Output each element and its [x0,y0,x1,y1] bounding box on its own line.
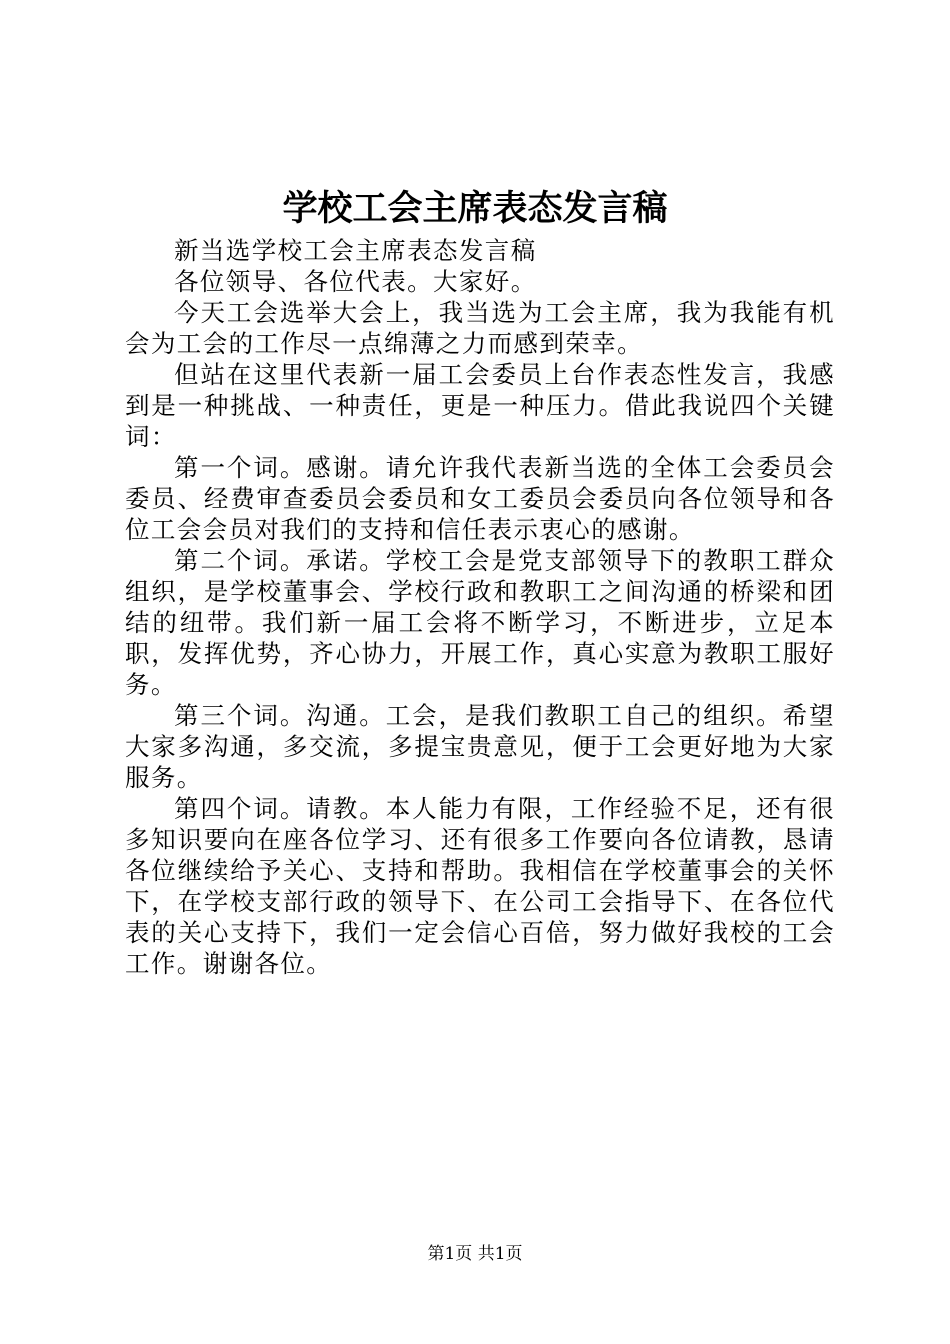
paragraph-keyword-promise: 第二个词。承诺。学校工会是党支部领导下的教职工群众组织，是学校董事会、学校行政和教职工之间沟通的桥梁和团结的纽带。我们新一届工会将不断学习，不断进步，立足本职，发挥优势，齐心协力，开展工作，真心实意为教职工服好务。 [125,546,835,699]
paragraph-keyword-thanks: 第一个词。感谢。请允许我代表新当选的全体工会委员会委员、经费审查委员会委员和女工委员会委员向各位领导和各位工会会员对我们的支持和信任表示衷心的感谢。 [125,453,835,544]
paragraph-intro: 今天工会选举大会上，我当选为工会主席，我为我能有机会为工会的工作尽一点绵薄之力而感到荣幸。 [125,298,835,358]
paragraph-greeting: 各位领导、各位代表。大家好。 [174,267,537,296]
document-title: 学校工会主席表态发言稿 [282,188,668,229]
paragraph-subtitle: 新当选学校工会主席表态发言稿 [174,236,537,265]
paragraph-keywords-lead: 但站在这里代表新一届工会委员上台作表态性发言，我感到是一种挑战、一种责任，更是一种压力。借此我说四个关键词： [125,360,835,451]
document-body [125,235,835,979]
paragraph-keyword-advice: 第四个词。请教。本人能力有限，工作经验不足，还有很多知识要向在座各位学习、还有很多工作要向各位请教，恳请各位继续给予关心、支持和帮助。我相信在学校董事会的关怀下，在学校支部行政的领导下、在公司工会指导下、在各位代表的关心支持下，我们一定会信心百倍，努力做好我校的工会工作。谢谢各位。 [125,794,835,978]
page-footer: 第1页 共1页 [427,1244,523,1264]
paragraph-keyword-communication: 第三个词。沟通。工会，是我们教职工自己的组织。希望大家多沟通，多交流，多提宝贵意见，便于工会更好地为大家服务。 [125,701,835,792]
